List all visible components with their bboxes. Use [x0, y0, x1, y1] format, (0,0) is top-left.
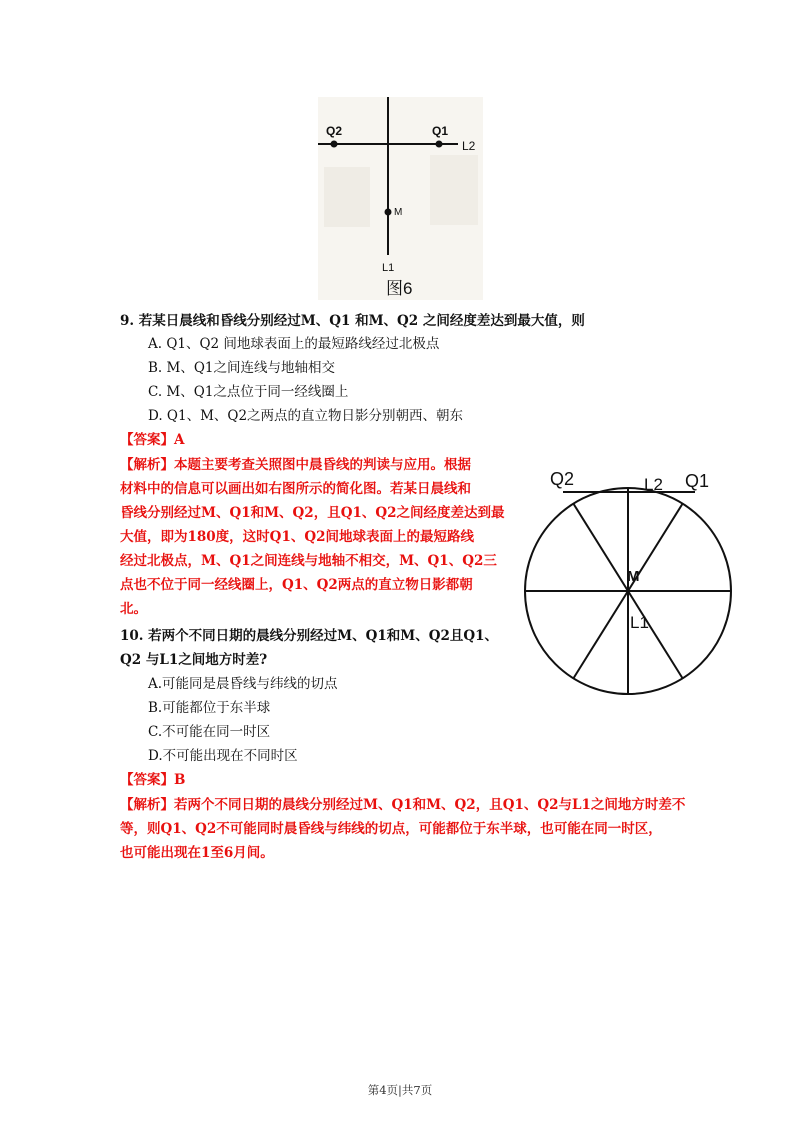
q10-analysis-line: 【解析】若两个不同日期的晨线分别经过M、Q1和M、Q2，且Q1、Q2与L1之间地方时差不 [120, 797, 686, 813]
point-q1 [436, 141, 443, 148]
label-m: M [627, 568, 640, 585]
q9-analysis [120, 453, 515, 621]
q10-analysis-line: 也可能出现在1至6月间。 [120, 845, 274, 861]
q10-analysis [120, 793, 720, 865]
label-l2: L2 [462, 139, 476, 153]
q9-analysis-line: 【解析】本题主要考查关照图中晨昏线的判读与应用。根据 [120, 457, 471, 473]
q9-analysis-line: 昏线分别经过M、Q1和M、Q2，且Q1、Q2之间经度差达到最 [120, 505, 505, 521]
label-l2: L2 [644, 475, 663, 494]
q9-option-c: C. M、Q1之点位于同一经线圈上 [148, 384, 349, 400]
q9-option-a: A. Q1、Q2 间地球表面上的最短路线经过北极点 [148, 336, 440, 352]
q10-option-c: C.不可能在同一时区 [148, 724, 271, 740]
q9-analysis-line: 北。 [120, 601, 147, 617]
label-q1: Q1 [685, 471, 710, 491]
label-m: M [394, 207, 403, 218]
q9-stem: 9. 若某日晨线和昏线分别经过M、Q1 和M、Q2 之间经度差达到最大值，则 [120, 313, 585, 329]
figure-6-graphic [318, 97, 483, 300]
circle-diagram [510, 463, 750, 703]
figure-6 [318, 97, 483, 300]
q10-option-a: A.可能同是晨昏线与纬线的切点 [148, 676, 338, 692]
q9-option-b: B. M、Q1之间连线与地轴相交 [148, 360, 335, 376]
q9-analysis-line: 点也不位于同一经线圈上，Q1、Q2两点的直立物日影都朝 [120, 577, 473, 593]
page-footer: 第4页|共7页 [367, 1083, 433, 1097]
q9-analysis-line: 大值，即为180度，这时Q1、Q2间地球表面上的最短路线 [120, 529, 474, 545]
label-q2: Q2 [326, 124, 343, 138]
figure-caption: 图6 [386, 279, 413, 298]
circle-diagram-graphic [510, 463, 750, 703]
point-q2 [331, 141, 338, 148]
label-l1: L1 [382, 262, 395, 274]
q10-answer: 【答案】B [120, 772, 186, 788]
q10-stem-line-1: 10. 若两个不同日期的晨线分别经过M、Q1和M、Q2且Q1、 [120, 628, 499, 644]
label-q2: Q2 [550, 469, 575, 489]
q10-stem-line-2: Q2 与L1之间地方时差? [120, 652, 268, 668]
q9-answer: 【答案】A [120, 432, 185, 448]
q10-option-d: D.不可能出现在不同时区 [148, 748, 298, 764]
label-l1: L1 [630, 613, 649, 632]
point-m [385, 209, 392, 216]
q9-analysis-line: 经过北极点，M、Q1之间连线与地轴不相交，M、Q1、Q2三 [120, 553, 497, 569]
q10-analysis-line: 等，则Q1、Q2不可能同时晨昏线与纬线的切点，可能都位于东半球，也可能在同一时区， [120, 821, 662, 837]
q10-option-b: B.可能都位于东半球 [148, 700, 271, 716]
q9-option-d: D. Q1、M、Q2之两点的直立物日影分别朝西、朝东 [148, 408, 464, 424]
label-q1: Q1 [432, 124, 449, 138]
q9-analysis-line: 材料中的信息可以画出如右图所示的简化图。若某日晨线和 [120, 481, 471, 497]
